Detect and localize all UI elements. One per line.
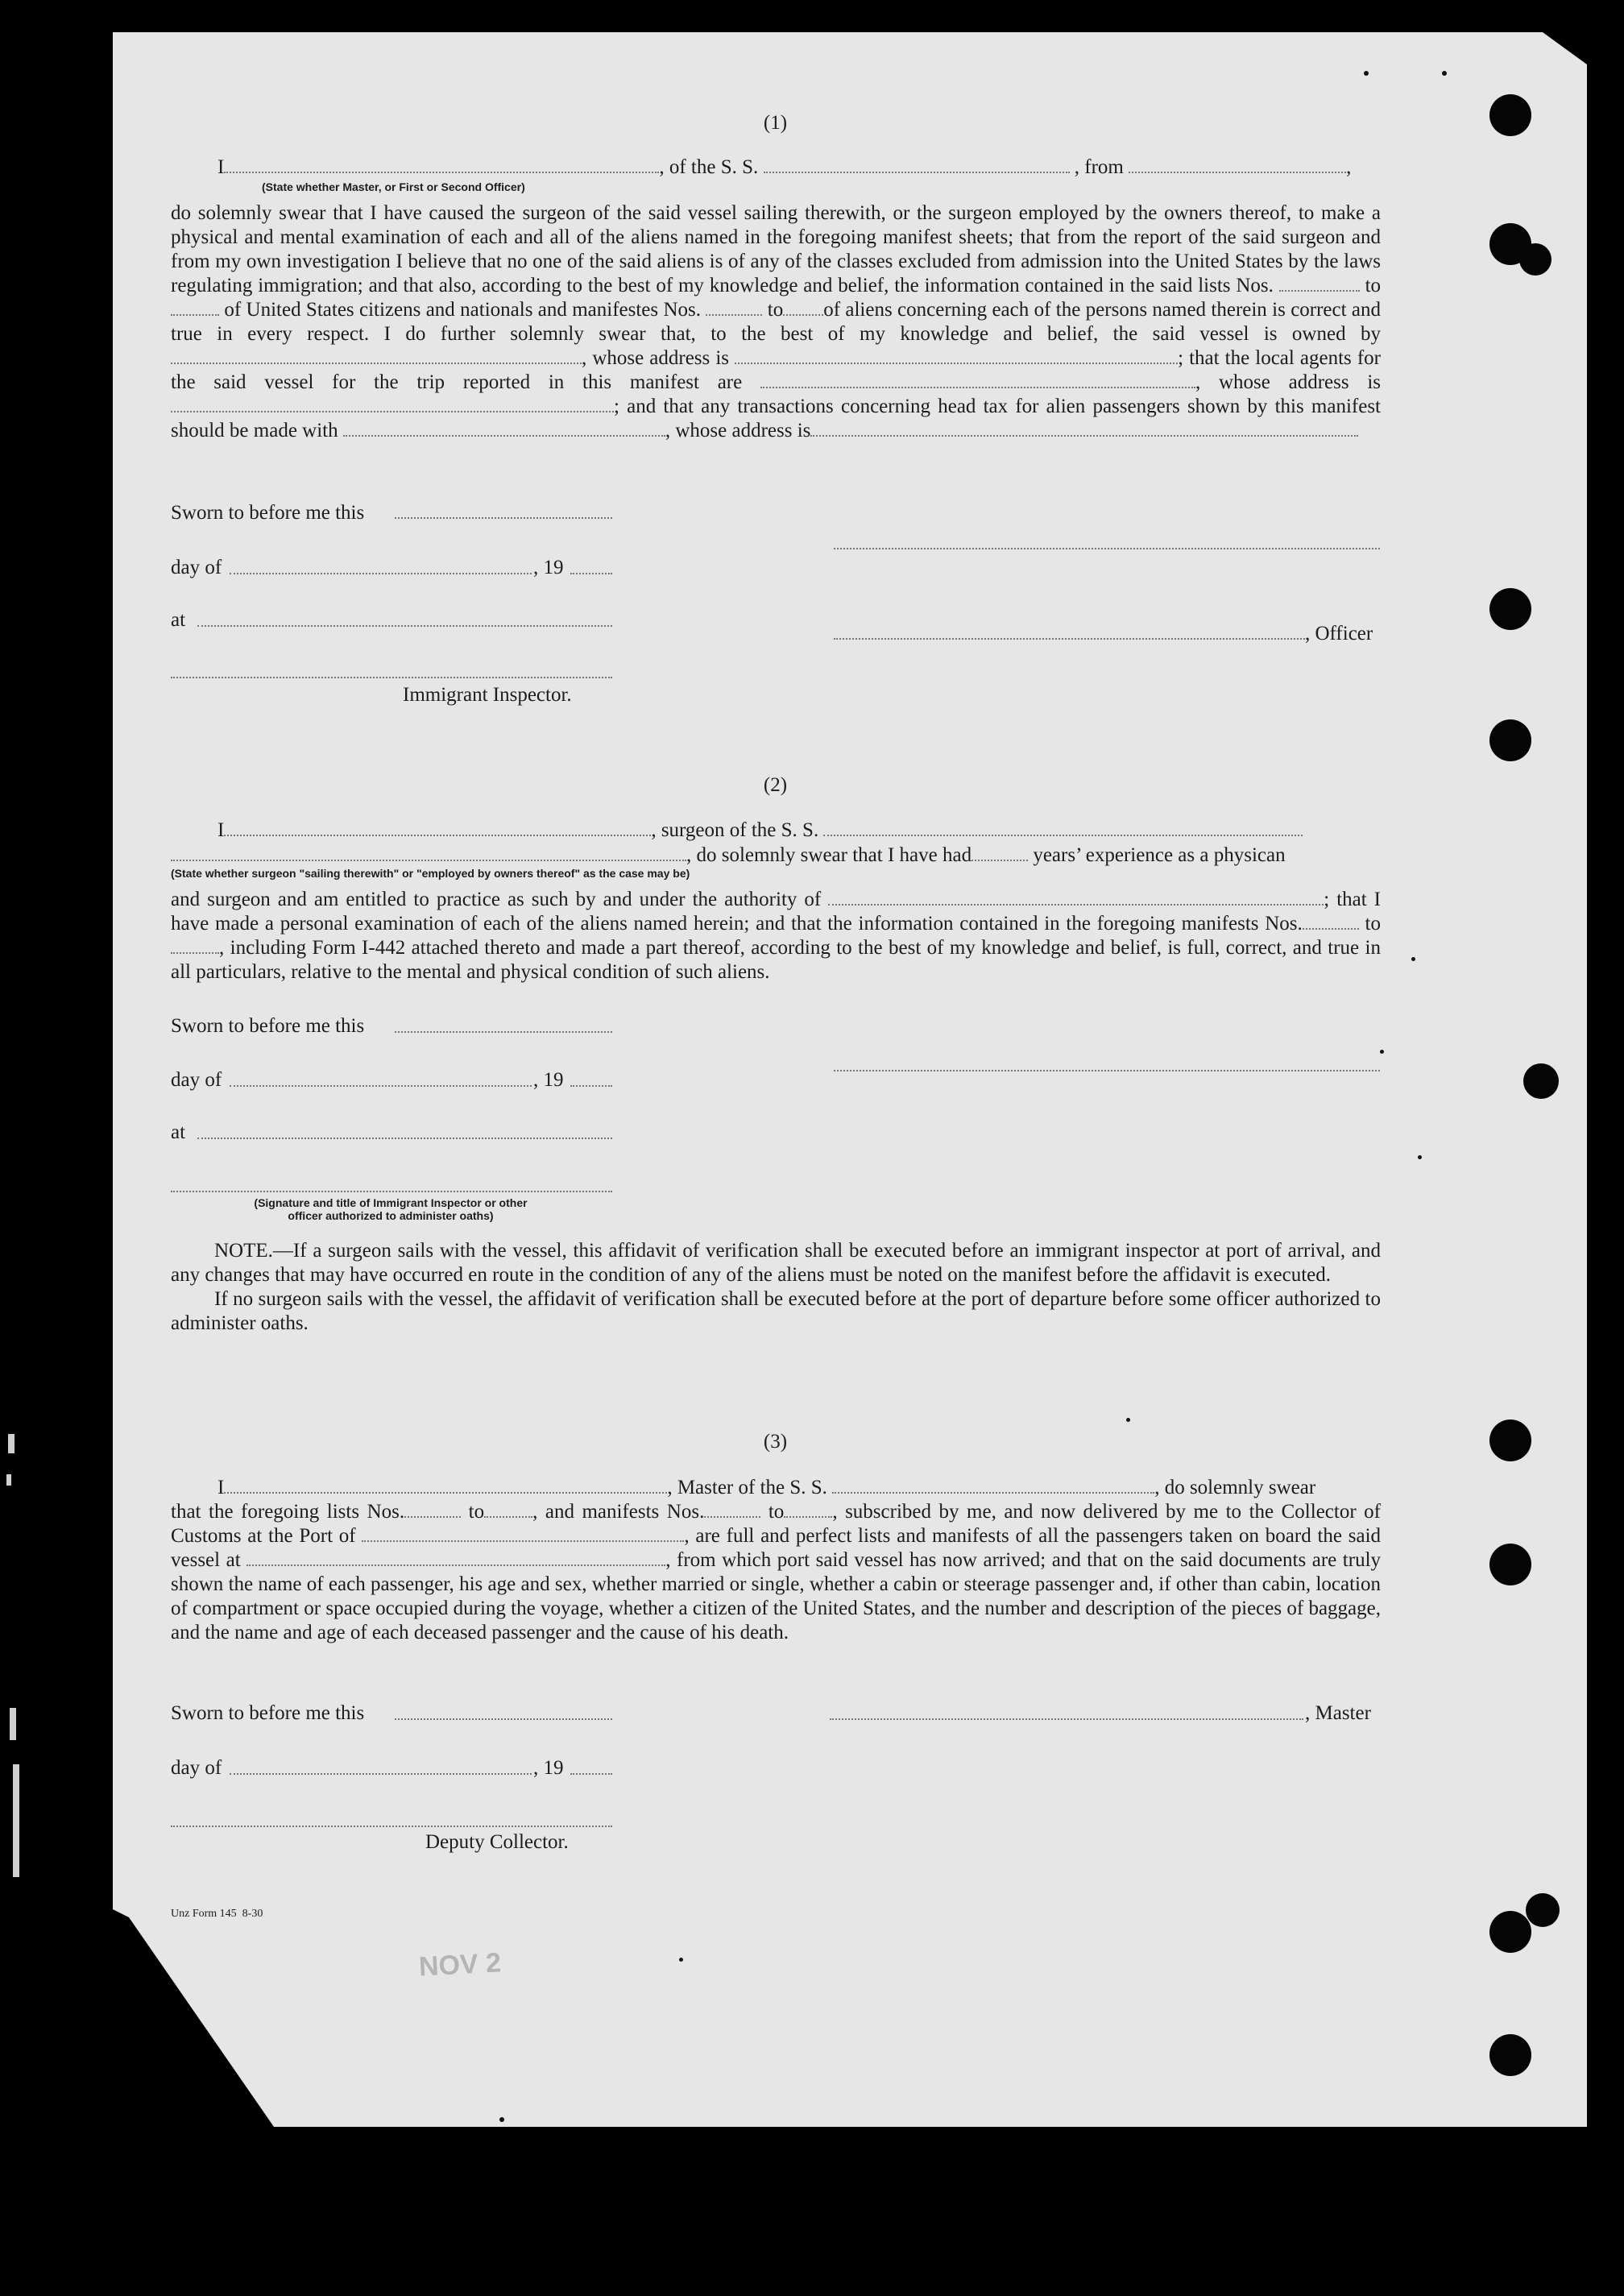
year-label: , 19 xyxy=(533,557,564,578)
declarant-line: I , of the S. S. , from , xyxy=(218,156,1352,178)
surgeon-type-note: (State whether surgeon "sailing therewith" or "employed by owners thereof" as the case may be) xyxy=(171,867,690,880)
at-label: at xyxy=(171,609,186,631)
section-number: (1) xyxy=(763,112,788,134)
punch-hole xyxy=(1526,1893,1560,1927)
at-label: at xyxy=(171,1121,186,1143)
sworn-label: Sworn to before me this xyxy=(171,1015,365,1037)
edge-artifact xyxy=(10,1708,16,1740)
punch-hole xyxy=(1523,1063,1559,1099)
punch-hole xyxy=(1489,2034,1531,2076)
ink-speck xyxy=(1126,1418,1130,1422)
day-of-label: day of xyxy=(171,1069,222,1091)
at-place-field[interactable] xyxy=(197,1138,612,1139)
at-place-field[interactable] xyxy=(197,625,612,627)
faded-stamp: NOV 2 xyxy=(418,1947,502,1983)
ink-speck xyxy=(1411,957,1415,961)
punch-hole xyxy=(1489,94,1531,136)
punch-hole xyxy=(1489,1544,1531,1585)
ink-speck xyxy=(1442,71,1447,76)
master-signature-field[interactable] xyxy=(830,1718,1303,1720)
inspector-title: Immigrant Inspector. xyxy=(403,684,572,706)
deputy-collector-signature-field[interactable] xyxy=(171,1826,612,1827)
day-field[interactable] xyxy=(230,573,532,574)
surgeon-line: I , surgeon of the S. S. xyxy=(218,819,1303,843)
sworn-label: Sworn to before me this xyxy=(171,1702,365,1724)
punch-hole xyxy=(1519,243,1552,276)
punch-hole xyxy=(1489,1419,1531,1461)
note-paragraph-1: NOTE.—If a surgeon sails with the vessel, this affidavit of verification shall be executed before an immigrant inspector at port of arrival, and any changes that may have occurred en route in the condition of any of the aliens must be noted on the manifest before the affidavit is executed. xyxy=(171,1240,1381,1286)
day-field[interactable] xyxy=(230,1773,532,1775)
edge-artifact xyxy=(14,1805,18,1853)
master-label: , Master xyxy=(1305,1702,1371,1724)
ink-speck xyxy=(499,2117,504,2122)
sworn-label: Sworn to before me this xyxy=(171,502,365,524)
form-number: Unz Form 145 8-30 xyxy=(171,1908,263,1920)
day-of-label: day of xyxy=(171,1757,222,1779)
punch-hole xyxy=(1489,588,1531,630)
signature-title-note: (Signature and title of Immigrant Inspector or other officer authorized to administer oaths) xyxy=(254,1196,528,1222)
administering-officer-signature-field[interactable] xyxy=(171,1191,612,1192)
ink-speck xyxy=(1380,1050,1384,1054)
ink-speck xyxy=(1418,1155,1422,1159)
day-field[interactable] xyxy=(230,1085,532,1087)
note-block xyxy=(171,1239,1381,1336)
ink-speck xyxy=(679,1958,683,1962)
master-declaration-body: that the foregoing lists Nos. to , and manifests Nos. to , subscribed by me, and now delivered by me to the Collector of Customs at the Port of , are full and perfect lists and manifests of all the passengers taken on board the said vessel at , from which port said vessel has now arrived; and that on the said documents are truly shown the name of each passenger, his age and sex, whether married or single, whether a cabin or steerage passenger and, if other than cabin, location of compartment or space occupied during the voyage, whether a citizen of the United States, and the number and description of the pieces of baggage, and the name and age of each deceased passenger and the cause of his death. xyxy=(171,1501,1382,1643)
year-label: , 19 xyxy=(533,1757,564,1779)
sworn-date-field[interactable] xyxy=(395,1718,612,1720)
section-number: (2) xyxy=(763,774,788,796)
master-rank-note: (State whether Master, or First or Second Officer) xyxy=(262,180,525,193)
sworn-date-field[interactable] xyxy=(395,517,612,519)
surgeon-oath-body: and surgeon and am entitled to practice as such by and under the authority of ; that I have made a personal examination of each of the aliens named herein; and that the information contained in the foregoing manifests Nos. to , including Form I-442 attached thereto and made a part thereof, according to the best of my knowledge and belief, is full, correct, and true in all particulars, relative to the mental and physical condition of such aliens. xyxy=(171,889,1381,983)
punch-hole xyxy=(1489,1911,1531,1953)
section-number: (3) xyxy=(763,1431,788,1453)
year-field[interactable] xyxy=(570,573,612,574)
edge-artifact xyxy=(8,1434,14,1453)
inspector-signature-field[interactable] xyxy=(171,677,612,678)
officer-signature-field[interactable] xyxy=(834,548,1380,549)
surgeon-signature-field[interactable] xyxy=(834,1070,1380,1071)
officer-label: , Officer xyxy=(1305,623,1373,644)
year-field[interactable] xyxy=(570,1085,612,1087)
officer-name-field[interactable] xyxy=(834,638,1305,640)
edge-artifact xyxy=(6,1474,11,1486)
note-paragraph-2: If no surgeon sails with the vessel, the affidavit of verification shall be executed before at the port of departure before some officer authorized to administer oaths. xyxy=(171,1288,1381,1334)
surgeon-oath-line: , do solemnly swear that I have had years’ experience as a physican xyxy=(171,843,1286,868)
year-field[interactable] xyxy=(570,1773,612,1775)
master-line: I , Master of the S. S. , do solemnly swear xyxy=(218,1477,1316,1498)
punch-hole xyxy=(1489,719,1531,761)
year-label: , 19 xyxy=(533,1069,564,1091)
deputy-collector-title: Deputy Collector. xyxy=(425,1831,569,1853)
master-oath-body: do solemnly swear that I have caused the surgeon of the said vessel sailing therewith, or the surgeon employed by the owners thereof, to make a physical and mental examination of each and all of the aliens named in the foregoing manifest sheets; that from the report of the said surgeon and from my own investigation I believe that no one of the said aliens is of any of the classes excluded from admission into the United States by the laws regulating immigration; and that also, according to the best of my knowledge and belief, the information contained in the said lists Nos. to of United States citizens and nationals and manifestes Nos. to of aliens concerning each of the persons named therein is correct and true in every respect. I do further solemnly swear that, to the best of my knowledge and belief, the said vessel is owned by , whose address is ; that the local agents for the said vessel for the trip reported in this manifest are , whose address is ; and that any transactions concerning head tax for alien passengers shown by this manifest should be made with , whose address is xyxy=(171,202,1382,441)
sworn-date-field[interactable] xyxy=(395,1031,612,1033)
ink-speck xyxy=(1364,71,1369,76)
day-of-label: day of xyxy=(171,557,222,578)
